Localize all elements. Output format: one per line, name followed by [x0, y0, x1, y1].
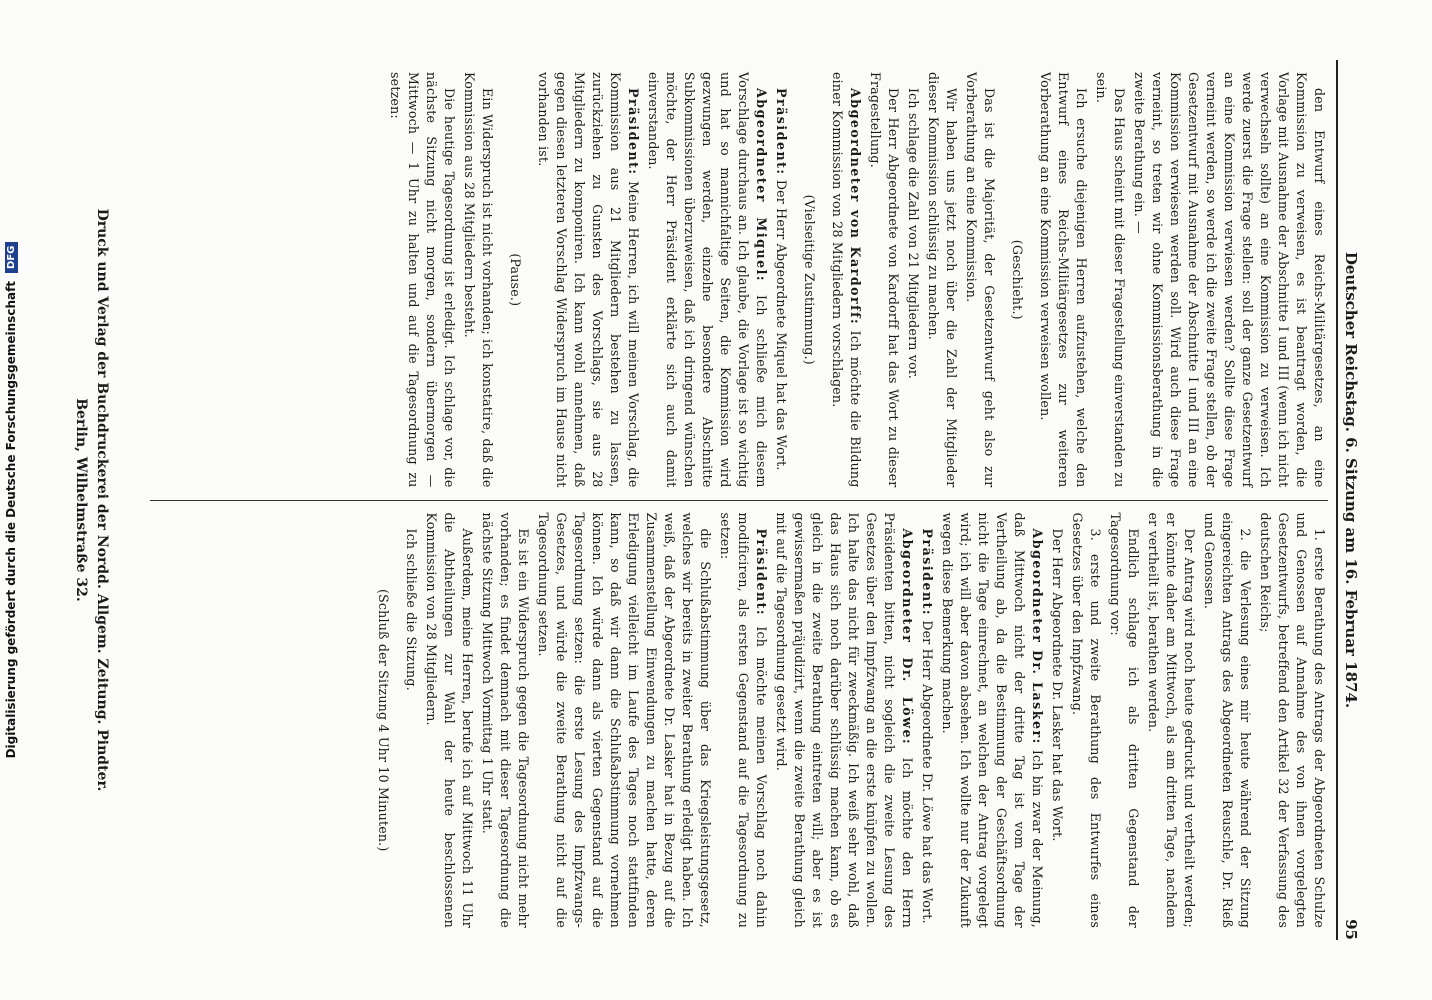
paragraph-text: Der Antrag wird noch heute gedruckt und vertheilt werden; er könnte daher am Mittwoch, als am dritten Tage, nachdem er vertheilt ist, berathen werden.	[1146, 512, 1197, 928]
paragraph	[938, 513, 1046, 929]
paragraph-text: Ich schlage die Zahl von 21 Mitgliedern vor.	[906, 88, 921, 379]
paragraph-text: Es ist ein Widerspruch gegen die Tagesordnung nicht mehr vorhanden; es findet demnach mit dieser Tagesordnung die nächste Sitzung Mittwoch Vormittag 1 Uhr statt.	[480, 512, 531, 928]
paragraph-text: (Vielseitige Zustimmung.)	[802, 194, 817, 365]
paragraph-text: (Schluß der Sitzung 4 Uhr 10 Minuten.)	[376, 588, 391, 852]
text-columns	[150, 60, 1328, 940]
paragraph	[402, 513, 420, 929]
paragraph-text: Ich bin zwar der Meinung, daß Mittwoch nicht der dritte Tag ist vom Tage der Vertheilung ab, da die Bestimmung der Geschäftsordnung nicht die Tage einrechnet, an welchen der Antrag vorgelegt wird; ich will aber davon absehen. Ich wollte nur der Zukunft wegen diese Bemerkung machen.	[940, 512, 1045, 928]
stage-direction	[1008, 72, 1026, 488]
paragraph	[478, 513, 532, 929]
page-title: Deutscher Reichstag. 6. Sitzung am 16. Februar 1874.	[1342, 251, 1360, 709]
paragraph	[918, 513, 936, 929]
funding-note	[0, 0, 22, 1000]
paragraph	[1200, 513, 1254, 929]
paragraph	[460, 72, 496, 488]
paragraph-text: Ein Widerspruch ist nicht vorhanden; ich konstatire, daß die Kommission aus 28 Mitgliedern besteht.	[462, 72, 495, 488]
paragraph-text: Ich schließe die Sitzung.	[404, 528, 419, 691]
dfg-logo: DFG	[5, 242, 18, 273]
paragraph-text: Endlich schlage ich als dritten Gegenstand der Tagesordnung vor:	[1108, 512, 1141, 928]
paragraph	[534, 72, 642, 488]
stage-direction	[800, 72, 818, 488]
paragraph	[644, 72, 770, 488]
paragraph-text: Das ist die Majorität, der Gesetzentwurf geht also zur Vorberathung an eine Kommission.	[964, 72, 997, 488]
page-number: 95	[1342, 919, 1360, 940]
paragraph	[1092, 72, 1128, 488]
paragraph	[924, 72, 960, 488]
paragraph-text: 2. die Verlesung eines mir heute während der Sitzung eingereichten Antrags des Abgeordneten Reuschle, Dr. Rieß und Genossen.	[1202, 512, 1253, 928]
paragraph	[904, 72, 922, 488]
speaker-name: Abgeordneter Dr. Lasker:	[1030, 528, 1045, 745]
paragraph-text: Meine Herren, ich will meinen Vorschlag, die Kommission aus 21 Mitgliedern bestehen zu lassen, zurückziehen zu Gunsten des Vorschlags, sie aus 28 Mitgliedern zu komponiren. Ich kann wohl annehmen, daß gegen diesen letzteren Vorschlag Widerspruch im Hause nicht vorhanden ist.	[536, 72, 641, 488]
paragraph	[772, 72, 790, 488]
paragraph-text: Das Haus scheint mit dieser Fragestellung einverstanden zu sein.	[1094, 72, 1127, 488]
speaker-name: Präsident:	[920, 528, 935, 617]
paragraph	[1144, 513, 1198, 929]
imprint-line-2: Berlin, Wilhelmstraße 32.	[73, 398, 89, 602]
page-header	[1336, 60, 1372, 940]
paragraph	[1130, 72, 1328, 488]
paragraph-text: den Entwurf eines Reichs-Militärgesetzes, an eine Kommission zu verweisen, es ist beantragt worden, die Vorlage mit Ausnahme der Abschnitte I und III (wenn ich nicht verwechseln sollte) an eine Kommission zu verweisen. Ich werde zuerst die Frage stellen: soll der ganze Gesetzentwurf an eine Kommission verwiesen werden? Sollte diese Frage verneint werden, so werde ich die zweite Frage stellen, ob der Gesetzentwurf mit Ausnahme der Abschnitte I und III an eine Kommission verwiesen werden soll. Wird auch diese Frage verneint, so treten wir ohne Kommissionsberathung in die zweite Berathung ein. —	[1132, 72, 1327, 488]
paragraph-text: Ich schließe mich diesem Vorschlage durchaus an. Ich glaube, die Vorlage ist so wichtig und hat so mannichfaltige Seiten, die Kommission wird gezwungen werden, einzelne besondere Abschnitte Subkommissionen überzuweisen, daß ich dringend wünschen möchte, der Herr Präsident erklärte sich auch damit einverstanden.	[646, 72, 769, 488]
speaker-name: Abgeordneter von Kardorff:	[848, 88, 863, 326]
paragraph-text: Ich möchte den Herrn Präsidenten bitten, nicht sogleich die zweite Lesung des Gesetzes über den Impfzwang an die erste knüpfen zu wollen. Ich halte das nicht für zweckmäßig. Ich weiß sehr wohl, daß das Haus sich noch darüber schlüssig machen kann, ob es gleich in die zweite Berathung eintreten will; aber es ist gewissermaßen präjudizirt, wenn die zweite Berathung gleich mit auf die Tagesordnung gesetzt wird.	[774, 512, 915, 928]
imprint	[70, 60, 112, 940]
paragraph-text: 3. erste und zweite Berathung des Entwurfes eines Gesetzes über den Impfzwang.	[1070, 512, 1103, 928]
left-column	[150, 60, 1328, 500]
funding-text: Digitalisierung gefördert durch die Deutsche Forschungsgemeinschaft	[4, 280, 18, 759]
paragraph	[422, 513, 476, 929]
stage-direction	[374, 513, 392, 929]
paragraph-text: Ich möchte meinen Vorschlag noch dahin modificiren, als ersten Gegenstand auf die Tagesordnung zu setzen:	[718, 512, 769, 928]
paragraph-text: Ich ersuche diejenigen Herren aufzustehen, welche den Entwurf eines Reichs-Militärgesetzes zur weiteren Vorberathung an eine Kommission verweisen wollen.	[1038, 72, 1089, 488]
imprint-line-1: Druck und Verlag der Buchdruckerei der Nordd. Allgem. Zeitung. Pindter.	[94, 208, 110, 792]
page-body	[150, 60, 1372, 940]
paragraph-text: Der Herr Abgeordnete Dr. Löwe hat das Wort.	[920, 620, 935, 924]
paragraph	[1048, 513, 1066, 929]
paragraph-text: 1. erste Berathung des Antrags der Abgeordneten Schulze und Genossen auf Annahme des von ihnen vorgelegten Gesetzentwurfs, betreffend den Artikel 32 der Verfassung des deutschen Reichs;	[1258, 512, 1327, 928]
speaker-name: Präsident:	[754, 528, 769, 617]
paragraph-text: (Geschieht.)	[1010, 239, 1025, 320]
speaker-name: Abgeordneter Dr. Löwe:	[900, 528, 915, 746]
paragraph-text: Der Herr Abgeordnete von Kardorff hat das Wort zu dieser Fragestellung.	[868, 72, 901, 488]
speaker-name: Abgeordneter Miquel:	[754, 88, 769, 283]
paragraph	[1068, 513, 1104, 929]
paragraph-text: Wir haben uns jetzt noch über die Zahl der Mitglieder dieser Kommission schlüssig zu machen.	[926, 72, 959, 488]
paragraph	[828, 72, 864, 488]
paragraph	[866, 72, 902, 488]
paragraph	[1036, 72, 1090, 488]
paragraph	[386, 72, 458, 488]
paragraph	[1106, 513, 1142, 929]
paragraph	[962, 72, 998, 488]
paragraph-text: Die heutige Tagesordnung ist erledigt. Ich schlage vor, die nächste Sitzung nicht morgen, sondern übermorgen — Mittwoch — 1 Uhr zu halten und auf die Tagesordnung zu setzen:	[388, 72, 457, 488]
paragraph	[716, 513, 770, 929]
speaker-name: Präsident:	[626, 88, 641, 176]
paragraph-text: (Pause.)	[508, 253, 523, 307]
stage-direction	[506, 72, 524, 488]
paragraph	[534, 513, 714, 929]
paragraph-text: Der Herr Abgeordnete Dr. Lasker hat das Wort.	[1050, 528, 1065, 842]
right-column	[150, 500, 1328, 941]
paragraph-text: Außerdem, meine Herren, berufe ich auf Mittwoch 11 Uhr die Abtheilungen zur Wahl der heute beschlossenen Kommission von 28 Mitgliedern.	[424, 512, 475, 928]
paragraph-text: Ich möchte die Bildung einer Kommission von 28 Mitgliedern vorschlagen.	[830, 72, 863, 488]
paragraph	[772, 513, 916, 929]
paragraph-text: Der Herr Abgeordnete Miquel hat das Wort.	[774, 179, 789, 471]
paragraph-text: die Schlußabstimmung über das Kriegsleistungsgesetz, welches wir bereits in zweiter Berathung erledigt haben. Ich weiß, daß der Abgeordnete Dr. Lasker hat in Bezug auf die Zusammenstellung Einwendungen zu machen hatte, deren Erledigung vielleicht im Laufe des Tages noch stattfinden kann, so daß wir dann die Schlußabstimmung vornehmen können. Ich würde dann als vierten Gegenstand auf die Tagesordnung setzen: die erste Lesung des Impfzwangs-Gesetzes, und würde die zweite Berathung nicht auf die Tagesordnung setzen.	[536, 512, 713, 928]
paragraph	[1256, 513, 1328, 929]
speaker-name: Präsident:	[774, 88, 789, 176]
